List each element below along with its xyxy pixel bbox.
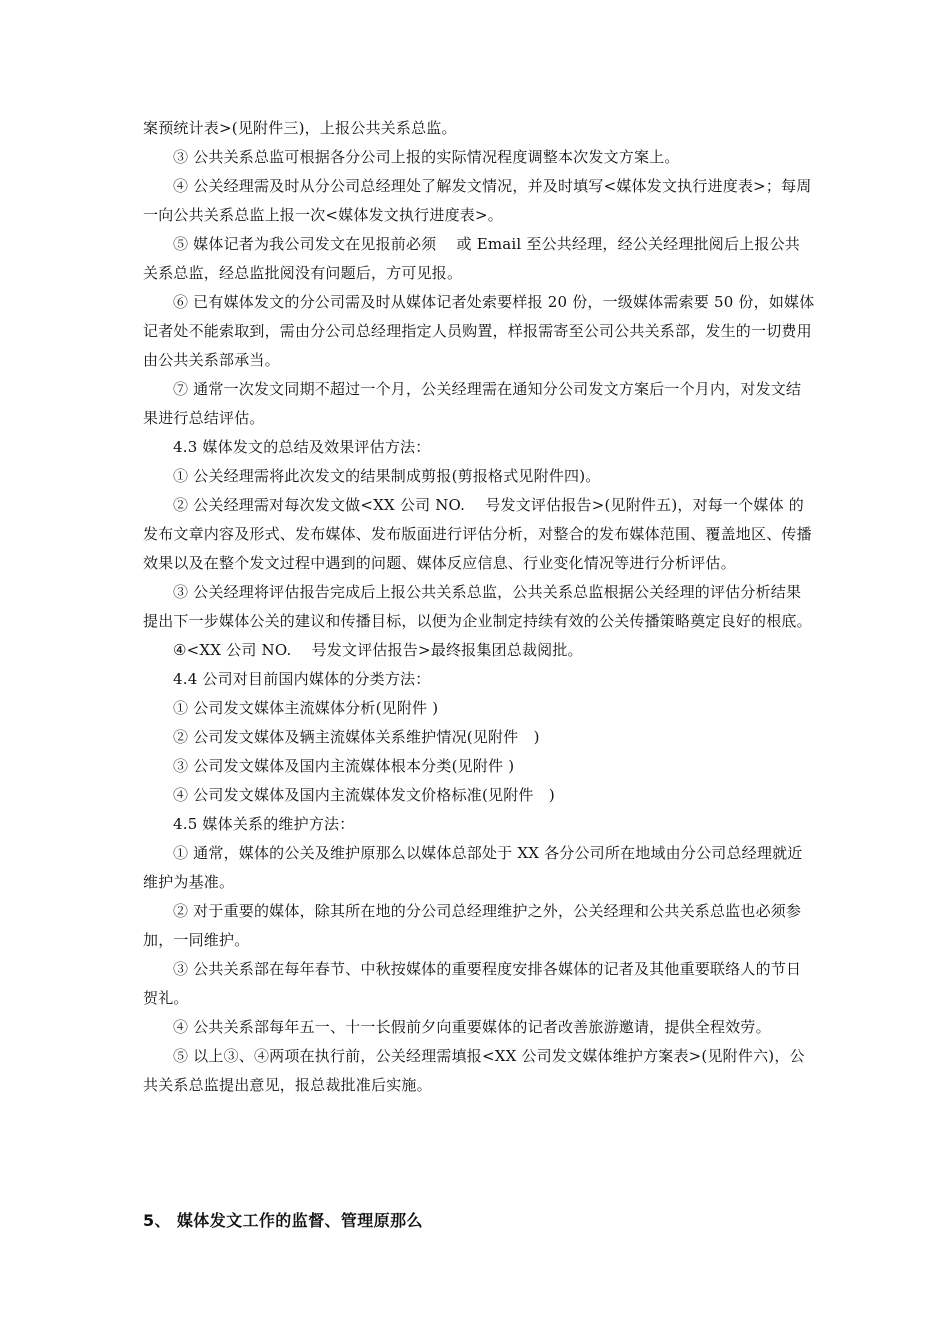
paragraph-6: 4.3 媒体发文的总结及效果评估方法： [173,438,431,456]
paragraph-11: 4.4 公司对目前国内媒体的分类方法： [173,670,431,688]
paragraph-7: ① 公关经理需将此次发文的结果制成剪报(剪报格式见附件四)。 [173,467,601,485]
paragraph-21: ⑤ 以上③、④两项在执行前，公关经理需填报<XX 公司发文媒体维护方案表>(见附件六)，公共关系总监提出意见，报总裁批准后实施。 [143,1047,805,1094]
document-body [143,114,815,1100]
paragraph-9: ③ 公关经理将评估报告完成后上报公共关系总监，公共关系总监根据公关经理的评估分析结果提出下一步媒体公关的建议和传播目标，以便为企业制定持续有效的公关传播策略奠定良好的根底。 [143,583,812,630]
paragraph-4: ⑥ 已有媒体发文的分公司需及时从媒体记者处索要样报 20 份，一级媒体需索要 50 份，如媒体记者处不能索取到，需由分公司总经理指定人员购置，样报需寄至公司公共关系部，发生的一切费用 由公共关系部承当。 [143,293,815,369]
section-heading: 5、 媒体发文工作的监督、管理原那么 [143,1211,423,1230]
paragraph-10: ④<XX 公司 NO. 号发文评估报告>最终报集团总裁阅批。 [173,641,583,659]
paragraph-1: ③ 公共关系总监可根据各分公司上报的实际情况程度调整本次发文方案上。 [173,148,680,166]
paragraph-8: ② 公关经理需对每次发文做<XX 公司 NO. 号发文评估报告>(见附件五)，对每一个媒体 的发布文章内容及形式、发布媒体、发布版面进行评估分析，对整合的发布媒体范围、覆盖地区、传播效果以及在整个发文过程中遇到的问题、媒体反应信息、行业变化情况等进行分析评估。 [143,496,812,572]
paragraph-14: ③ 公司发文媒体及国内主流媒体根本分类(见附件 ) [173,757,515,775]
paragraph-19: ③ 公共关系部在每年春节、中秋按媒体的重要程度安排各媒体的记者及其他重要联络人的节日贺礼。 [143,960,802,1007]
paragraph-3: ⑤ 媒体记者为我公司发文在见报前必须 或 Email 至公共经理，经公关经理批阅后上报公共关系总监，经总监批阅没有问题后，方可见报。 [143,235,800,282]
paragraph-20: ④ 公共关系部每年五一、十一长假前夕向重要媒体的记者改善旅游邀请，提供全程效劳。 [173,1018,771,1036]
paragraph-16: 4.5 媒体关系的维护方法： [173,815,355,833]
paragraph-15: ④ 公司发文媒体及国内主流媒体发文价格标准(见附件 ) [173,786,555,804]
paragraph-2: ④ 公关经理需及时从分公司总经理处了解发文情况，并及时填写<媒体发文执行进度表>；每周一向公共关系总监上报一次<媒体发文执行进度表>。 [143,177,812,224]
paragraph-18: ② 对于重要的媒体，除其所在地的分公司总经理维护之外，公关经理和公共关系总监也必须参加，一同维护。 [143,902,802,949]
paragraph-0: 案预统计表>(见附件三)，上报公共关系总监。 [143,119,457,137]
paragraph-5: ⑦ 通常一次发文同期不超过一个月，公关经理需在通知分公司发文方案后一个月内，对发文结果进行总结评估。 [143,380,802,427]
paragraph-12: ① 公司发文媒体主流媒体分析(见附件 ) [173,699,439,717]
paragraph-13: ② 公司发文媒体及辆主流媒体关系维护情况(见附件 ) [173,728,540,746]
paragraph-17: ① 通常，媒体的公关及维护原那么以媒体总部处于 XX 各分公司所在地域由分公司总经理就近维护为基准。 [143,844,803,891]
